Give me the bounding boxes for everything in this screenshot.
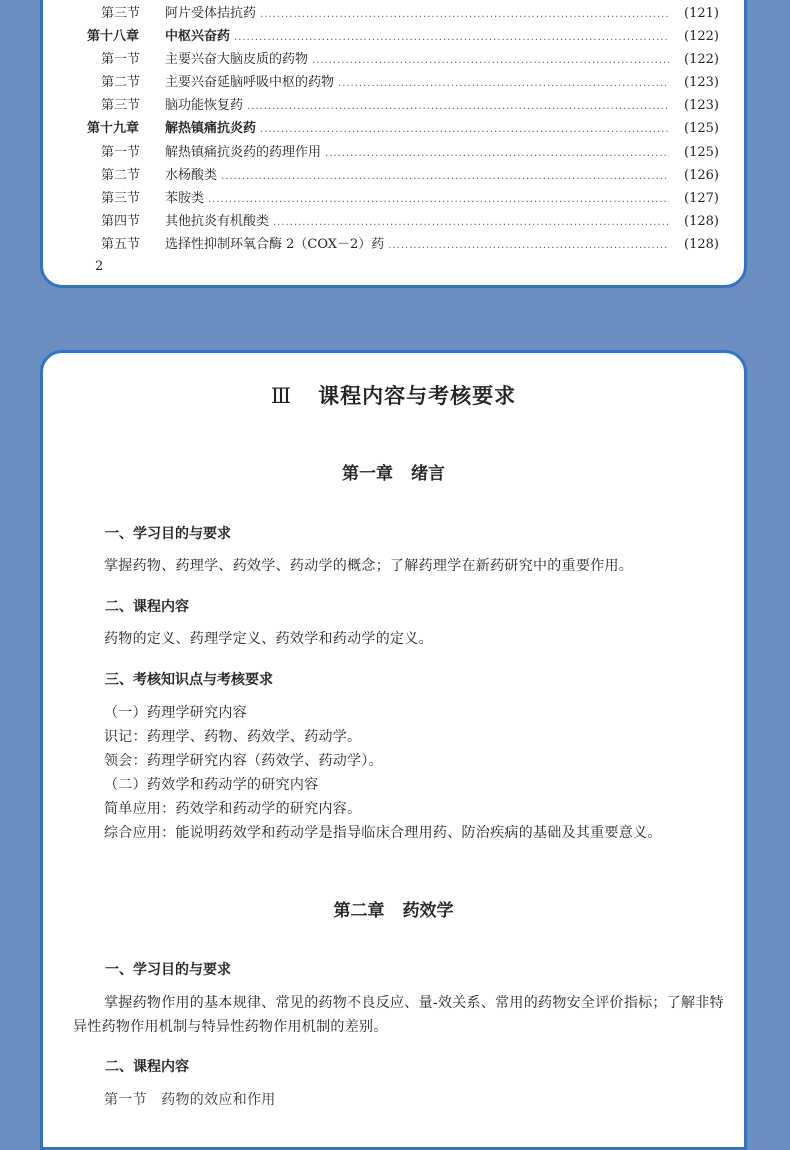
toc-entry-leader — [208, 188, 669, 211]
toc-entry-number: 第一节 — [101, 52, 141, 68]
toc-entry-leader — [260, 118, 669, 141]
toc-list — [87, 2, 719, 256]
toc-entry-number: 第二节 — [101, 75, 141, 91]
toc-entry-title: 主要兴奋延脑呼吸中枢的药物 — [165, 75, 335, 91]
toc-entry — [87, 187, 719, 210]
toc-entry-leader — [325, 142, 669, 165]
toc-entry — [87, 141, 719, 164]
part-title-text: 课程内容与考核要求 — [318, 383, 517, 408]
sec3-line-2: 识记：药理学、药物、药效学、药动学。 — [104, 729, 362, 745]
toc-entry-number: 第十八章 — [87, 29, 140, 45]
sec3-line-3: 领会：药理学研究内容（药效学、药动学）。 — [104, 753, 383, 769]
chapter2-section1-heading: 一、学习目的与要求 — [105, 962, 231, 978]
toc-entry-page: (125) — [684, 144, 719, 160]
toc-entry — [87, 117, 719, 140]
chapter1-section2-text: 药物的定义、药理学定义、药效学和药动学的定义。 — [104, 631, 433, 647]
toc-entry-page: (127) — [684, 190, 719, 206]
toc-entry-title: 解热镇痛抗炎药的药理作用 — [165, 144, 322, 160]
sec3-line-5: 简单应用：药效学和药动学的研究内容。 — [104, 801, 362, 817]
toc-entry-number: 第四节 — [101, 213, 141, 229]
chapter1-name: 绪言 — [411, 464, 445, 484]
toc-entry-leader — [234, 26, 669, 49]
toc-entry-number: 第一节 — [101, 144, 141, 160]
content-card — [40, 350, 747, 1150]
toc-entry-page: (126) — [684, 167, 719, 183]
chapter2-section2-text: 第一节 药物的效应和作用 — [104, 1092, 276, 1108]
chapter1-section3-block — [73, 701, 725, 845]
part-roman-numeral: Ⅲ — [270, 384, 293, 408]
toc-entry-page: (123) — [684, 75, 719, 91]
sec3-line-1: （一）药理学研究内容 — [104, 705, 247, 721]
toc-entry-page: (128) — [684, 213, 719, 229]
toc-entry-leader — [312, 49, 669, 72]
chapter2-name: 药效学 — [402, 901, 454, 921]
toc-entry-title: 其他抗炎有机酸类 — [165, 213, 270, 229]
toc-entry-leader — [273, 211, 669, 234]
toc-entry-number: 第十九章 — [87, 121, 140, 137]
toc-entry-title: 解热镇痛抗炎药 — [165, 121, 257, 137]
toc-entry-leader — [247, 95, 669, 118]
toc-entry-page: (121) — [684, 6, 719, 21]
toc-entry-page: (122) — [684, 52, 719, 68]
toc-entry-number: 第二节 — [101, 167, 141, 183]
toc-entry — [87, 164, 719, 187]
toc-entry-leader — [260, 3, 669, 26]
toc-entry-number: 第三节 — [101, 6, 141, 21]
toc-entry-page: (128) — [684, 236, 719, 252]
toc-entry-page: (123) — [684, 98, 719, 114]
chapter1-section1-text: 掌握药物、药理学、药效学、药动学的概念；了解药理学在新药研究中的重要作用。 — [104, 558, 634, 574]
toc-entry-page: (125) — [684, 121, 719, 137]
toc-entry — [87, 25, 719, 48]
toc-entry-leader — [221, 165, 669, 188]
toc-card — [40, 0, 747, 288]
toc-entry-title: 水杨酸类 — [165, 167, 218, 183]
toc-entry — [87, 71, 719, 94]
chapter2-title — [43, 896, 744, 921]
toc-entry-number: 第三节 — [101, 98, 141, 114]
toc-entry-title: 选择性抑制环氧合酶 2（COX－2）药 — [165, 236, 385, 252]
chapter2-section2-heading: 二、课程内容 — [105, 1059, 189, 1075]
chapter1-number: 第一章 — [342, 464, 393, 484]
sec3-line-4: （二）药效学和药动学的研究内容 — [104, 777, 319, 793]
toc-entry — [87, 233, 719, 256]
toc-entry-leader — [388, 234, 669, 257]
toc-entry-number: 第五节 — [101, 236, 141, 252]
chapter1-section1-heading: 一、学习目的与要求 — [105, 526, 231, 542]
toc-entry-number: 第三节 — [101, 190, 141, 206]
toc-entry-leader — [338, 72, 669, 95]
chapter1-section2-heading: 二、课程内容 — [105, 599, 189, 615]
part-title — [43, 380, 744, 410]
toc-entry-title: 阿片受体拮抗药 — [165, 6, 257, 21]
toc-entry-title: 中枢兴奋药 — [165, 29, 231, 45]
toc-entry — [87, 210, 719, 233]
chapter2-section1-text: 掌握药物作用的基本规律、常见的药物不良反应、量-效关系、常用的药物安全评价指标；了解非特异性药物作用机制与特异性药物作用机制的差别。 — [73, 995, 724, 1035]
toc-entry-title: 脑功能恢复药 — [165, 98, 244, 114]
toc-entry — [87, 2, 719, 25]
chapter1-title — [43, 459, 744, 484]
toc-entry — [87, 94, 719, 117]
chapter2-number: 第二章 — [333, 901, 385, 921]
chapter1-section3-heading: 三、考核知识点与考核要求 — [105, 672, 273, 688]
sec3-line-6: 综合应用：能说明药效学和药动学是指导临床合理用药、防治疾病的基础及其重要意义。 — [104, 825, 662, 841]
toc-entry-page: (122) — [684, 29, 719, 45]
toc-entry-title: 主要兴奋大脑皮质的药物 — [165, 52, 309, 68]
page-number: 2 — [95, 259, 104, 274]
toc-entry-title: 苯胺类 — [165, 190, 205, 206]
toc-entry — [87, 48, 719, 71]
